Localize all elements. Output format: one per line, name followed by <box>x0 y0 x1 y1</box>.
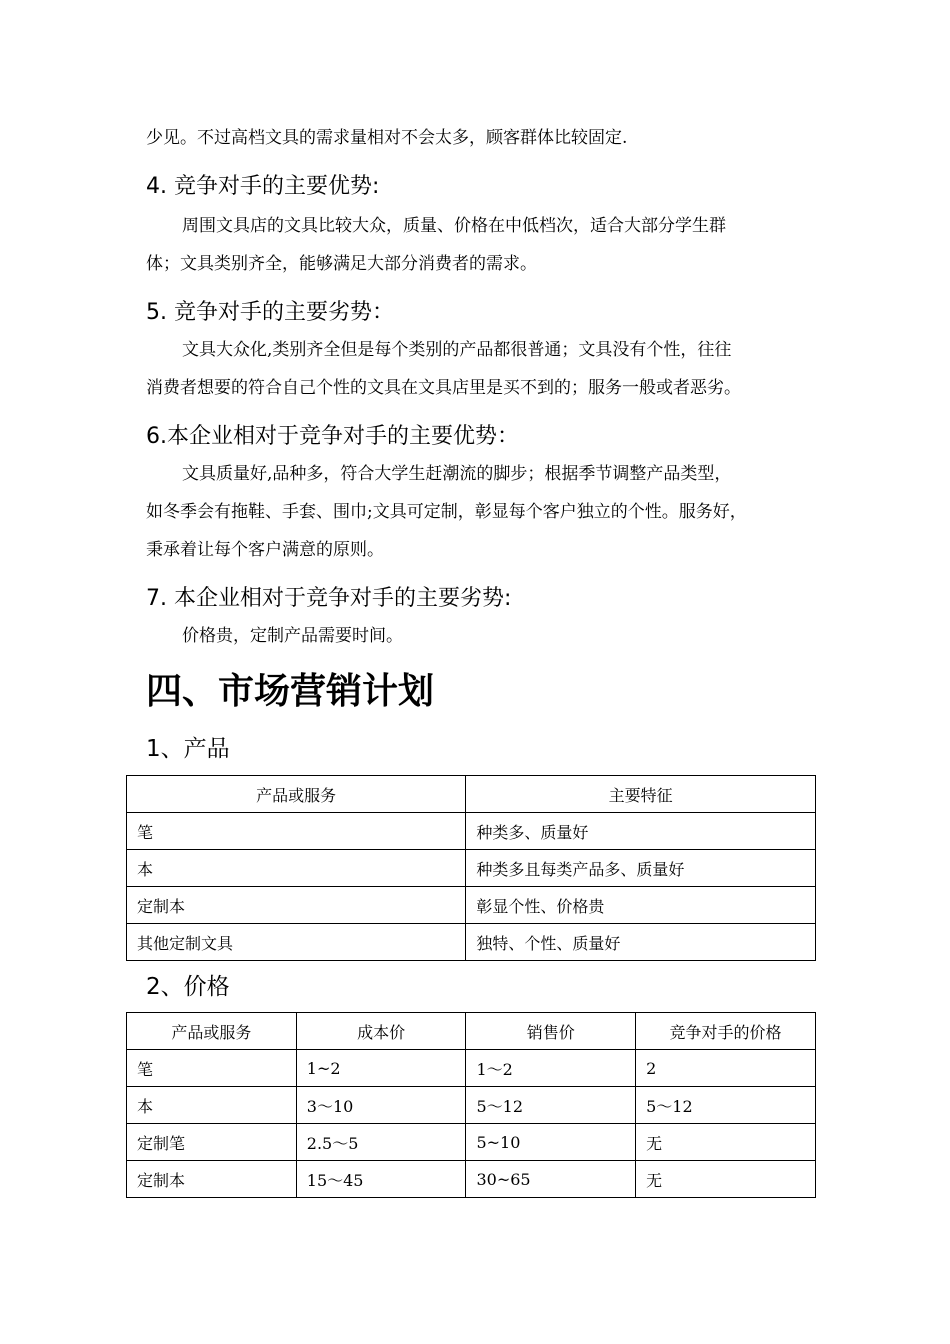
table-cell: 2 <box>636 1050 816 1087</box>
product-heading: 1、产品 <box>146 736 230 762</box>
price-table <box>126 1012 816 1198</box>
table-cell: 无 <box>636 1124 816 1161</box>
table-header-cell: 产品或服务 <box>127 1013 297 1050</box>
table-cell: 15～45 <box>296 1161 466 1198</box>
table-row <box>127 887 816 924</box>
section-heading-4: 4. 竞争对手的主要优势: <box>146 174 380 199</box>
table-cell: 1～2 <box>466 1050 636 1087</box>
table-row <box>127 813 816 850</box>
table-row <box>127 1124 816 1161</box>
table-cell: 其他定制文具 <box>127 924 466 961</box>
price-heading: 2、价格 <box>146 974 230 1000</box>
table-cell: 独特、个性、质量好 <box>466 924 816 961</box>
table-row <box>127 1087 816 1124</box>
table-header-row <box>127 1013 816 1050</box>
table-cell: 本 <box>127 1087 297 1124</box>
table-cell: 5~10 <box>466 1124 636 1161</box>
table-cell: 笔 <box>127 813 466 850</box>
paragraph-line: 价格贵，定制产品需要时间。 <box>182 626 403 646</box>
paragraph-line: 如冬季会有拖鞋、手套、围巾;文具可定制，彰显每个客户独立的个性。服务好， <box>146 502 747 522</box>
paragraph-line: 消费者想要的符合自己个性的文具在文具店里是买不到的；服务一般或者恶劣。 <box>146 378 741 398</box>
table-row <box>127 924 816 961</box>
chapter-title: 四、市场营销计划 <box>146 671 435 712</box>
table-header-cell: 销售价 <box>466 1013 636 1050</box>
paragraph-line: 文具质量好,品种多，符合大学生赶潮流的脚步；根据季节调整产品类型， <box>182 464 732 484</box>
table-header-cell: 成本价 <box>296 1013 466 1050</box>
table-header-row <box>127 776 816 813</box>
table-cell: 无 <box>636 1161 816 1198</box>
table-cell: 笔 <box>127 1050 297 1087</box>
section-heading-5: 5. 竞争对手的主要劣势： <box>146 300 394 325</box>
section-heading-7: 7. 本企业相对于竞争对手的主要劣势: <box>146 586 512 611</box>
paragraph-line: 文具大众化,类别齐全但是每个类别的产品都很普通；文具没有个性，往往 <box>182 340 732 360</box>
table-cell: 5～12 <box>636 1087 816 1124</box>
table-cell: 定制本 <box>127 1161 297 1198</box>
table-cell: 30~65 <box>466 1161 636 1198</box>
table-cell: 种类多、质量好 <box>466 813 816 850</box>
table-cell: 2.5～5 <box>296 1124 466 1161</box>
table-cell: 1~2 <box>296 1050 466 1087</box>
paragraph-line: 周围文具店的文具比较大众，质量、价格在中低档次，适合大部分学生群 <box>182 216 726 236</box>
table-cell: 定制笔 <box>127 1124 297 1161</box>
table-cell: 定制本 <box>127 887 466 924</box>
table-cell: 本 <box>127 850 466 887</box>
table-row <box>127 1161 816 1198</box>
table-cell: 彰显个性、价格贵 <box>466 887 816 924</box>
table-row <box>127 850 816 887</box>
table-header-cell: 竞争对手的价格 <box>636 1013 816 1050</box>
table-row <box>127 1050 816 1087</box>
table-cell: 种类多且每类产品多、质量好 <box>466 850 816 887</box>
table-header-cell: 主要特征 <box>466 776 816 813</box>
section-heading-6: 6.本企业相对于竞争对手的主要优势： <box>146 424 519 449</box>
table-header-cell: 产品或服务 <box>127 776 466 813</box>
product-table <box>126 775 816 961</box>
paragraph-line: 体；文具类别齐全，能够满足大部分消费者的需求。 <box>146 254 537 274</box>
table-cell: 3～10 <box>296 1087 466 1124</box>
table-cell: 5～12 <box>466 1087 636 1124</box>
paragraph-line: 秉承着让每个客户满意的原则。 <box>146 540 384 560</box>
paragraph-line: 少见。不过高档文具的需求量相对不会太多，顾客群体比较固定. <box>146 128 628 148</box>
